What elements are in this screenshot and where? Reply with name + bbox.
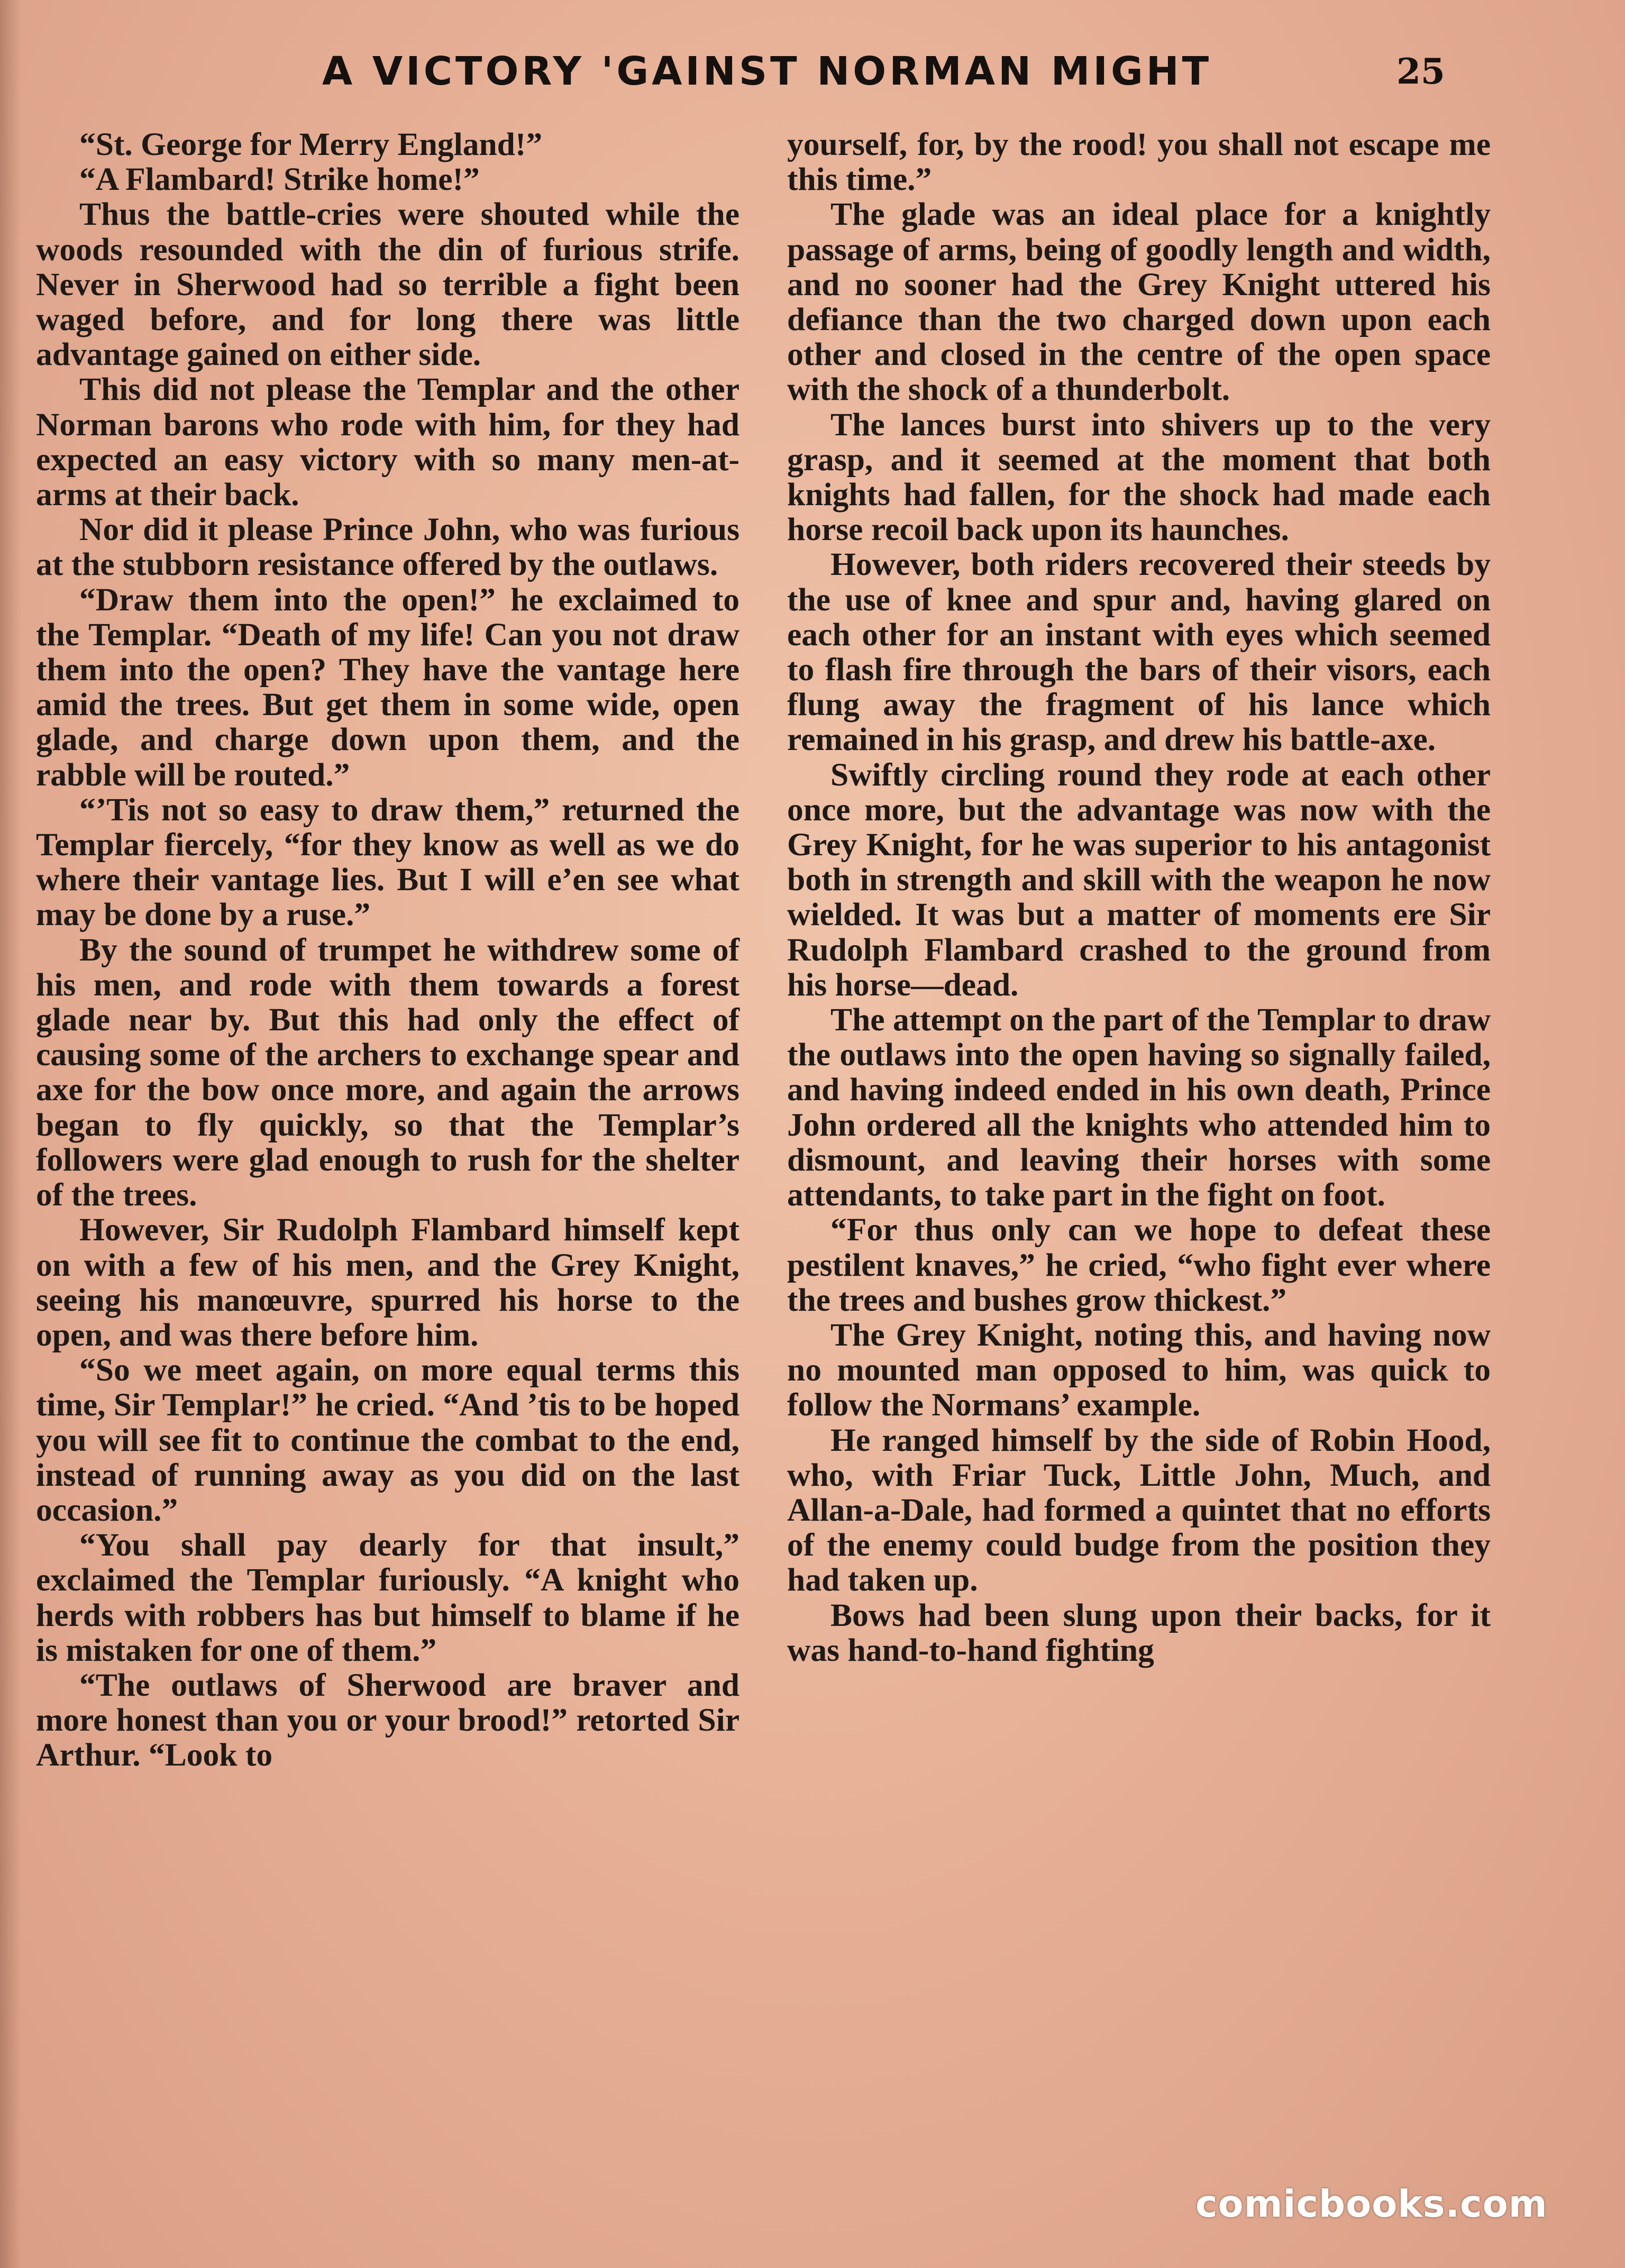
paragraph: Thus the battle-cries were shouted while the woods resounded with the din of furious strife. Never in Sherwood had so terrible a fight been waged before, and for long there was little advantage gained on either side. — [36, 196, 740, 373]
paragraph: However, Sir Rudolph Flambard himself kept on with a few of his men, and the Grey Knight, seeing his manœuvre, spurred his horse to the open, and was there before him. — [36, 1212, 740, 1353]
paragraph: He ranged himself by the side of Robin Hood, who, with Friar Tuck, Little John, Much, and Allan-a-Dale, had formed a quintet that no efforts of the enemy could budge from the position they had taken up. — [787, 1422, 1491, 1598]
paragraph: “For thus only can we hope to defeat these pestilent knaves,” he cried, “who fight ever where the trees and bushes grow thickest.” — [787, 1212, 1491, 1318]
paragraph: Nor did it please Prince John, who was furious at the stubborn resistance offered by the outlaws. — [36, 511, 740, 583]
running-head-title: A VICTORY 'GAINST NORMAN MIGHT — [322, 49, 1212, 94]
paragraph: “The outlaws of Sherwood are braver and more honest than you or your brood!” retorted Sir Arthur. “Look to — [36, 1667, 740, 1773]
left-text-column — [36, 127, 740, 1773]
paragraph: The glade was an ideal place for a knightly passage of arms, being of goodly length and width, and no sooner had the Grey Knight uttered his defiance than the two charged down upon each other and closed in the centre of the open space with the shock of a thunderbolt. — [787, 196, 1491, 408]
paragraph: By the sound of trumpet he withdrew some of his men, and rode with them towards a forest glade near by. But this had only the effect of causing some of the archers to exchange spear and axe for the bow once more, and again the arrows began to fly quickly, so that the Templar’s followers were glad enough to rush for the shelter of the trees. — [36, 931, 740, 1213]
page-fold-shadow — [0, 0, 21, 2268]
continued-paragraph: yourself, for, by the rood! you shall not escape me this time.” — [787, 126, 1491, 198]
right-text-column — [787, 127, 1491, 1668]
page-number: 25 — [1396, 51, 1445, 92]
paragraph: This did not please the Templar and the other Norman barons who rode with him, for they had expected an easy victory with so many men-at-arms at their back. — [36, 371, 740, 513]
paragraph: The attempt on the part of the Templar to draw the outlaws into the open having so signally failed, and having indeed ended in his own death, Prince John ordered all the knights who attended him to dismount, and leaving their horses with some attendants, to take part in the fight on foot. — [787, 1002, 1491, 1213]
paragraph: “A Flambard! Strike home!” — [79, 161, 480, 198]
paragraph: “St. George for Merry England!” — [79, 126, 543, 162]
paragraph: “’Tis not so easy to draw them,” returned the Templar fiercely, “for they know as well as we do where their vantage lies. But I will e’en see what may be done by a ruse.” — [36, 791, 740, 933]
paragraph: The lances burst into shivers up to the very grasp, and it seemed at the moment that both knights had fallen, for the shock had made each horse recoil back upon its haunches. — [787, 406, 1491, 548]
paragraph: The Grey Knight, noting this, and having now no mounted man opposed to him, was quick to follow the Normans’ example. — [787, 1316, 1491, 1423]
paragraph: “You shall pay dearly for that insult,” exclaimed the Templar furiously. “A knight who herds with robbers has but himself to blame if he is mistaken for one of them.” — [36, 1527, 740, 1668]
site-watermark: comicbooks.com — [1195, 2182, 1548, 2226]
paragraph: Bows had been slung upon their backs, for it was hand-to-hand fighting — [787, 1597, 1491, 1668]
paragraph: Swiftly circling round they rode at each other once more, but the advantage was now with the Grey Knight, for he was superior to his antagonist both in strength and skill with the weapon he now wielded. It was but a matter of moments ere Sir Rudolph Flambard crashed to the ground from his horse—dead. — [787, 756, 1491, 1003]
paragraph: “Draw them into the open!” he exclaimed to the Templar. “Death of my life! Can you not draw them into the open? They have the vantage here amid the trees. But get them in some wide, open glade, and charge down upon them, and the rabble will be routed.” — [36, 581, 740, 793]
paragraph: “So we meet again, on more equal terms this time, Sir Templar!” he cried. “And ’tis to be hoped you will see fit to continue the combat to the end, instead of running away as you did on the last occasion.” — [36, 1352, 740, 1528]
paragraph: However, both riders recovered their steeds by the use of knee and spur and, having glared on each other for an instant with eyes which seemed to flash fire through the bars of their visors, each flung away the fragment of his lance which remained in his grasp, and drew his battle-axe. — [787, 546, 1491, 758]
